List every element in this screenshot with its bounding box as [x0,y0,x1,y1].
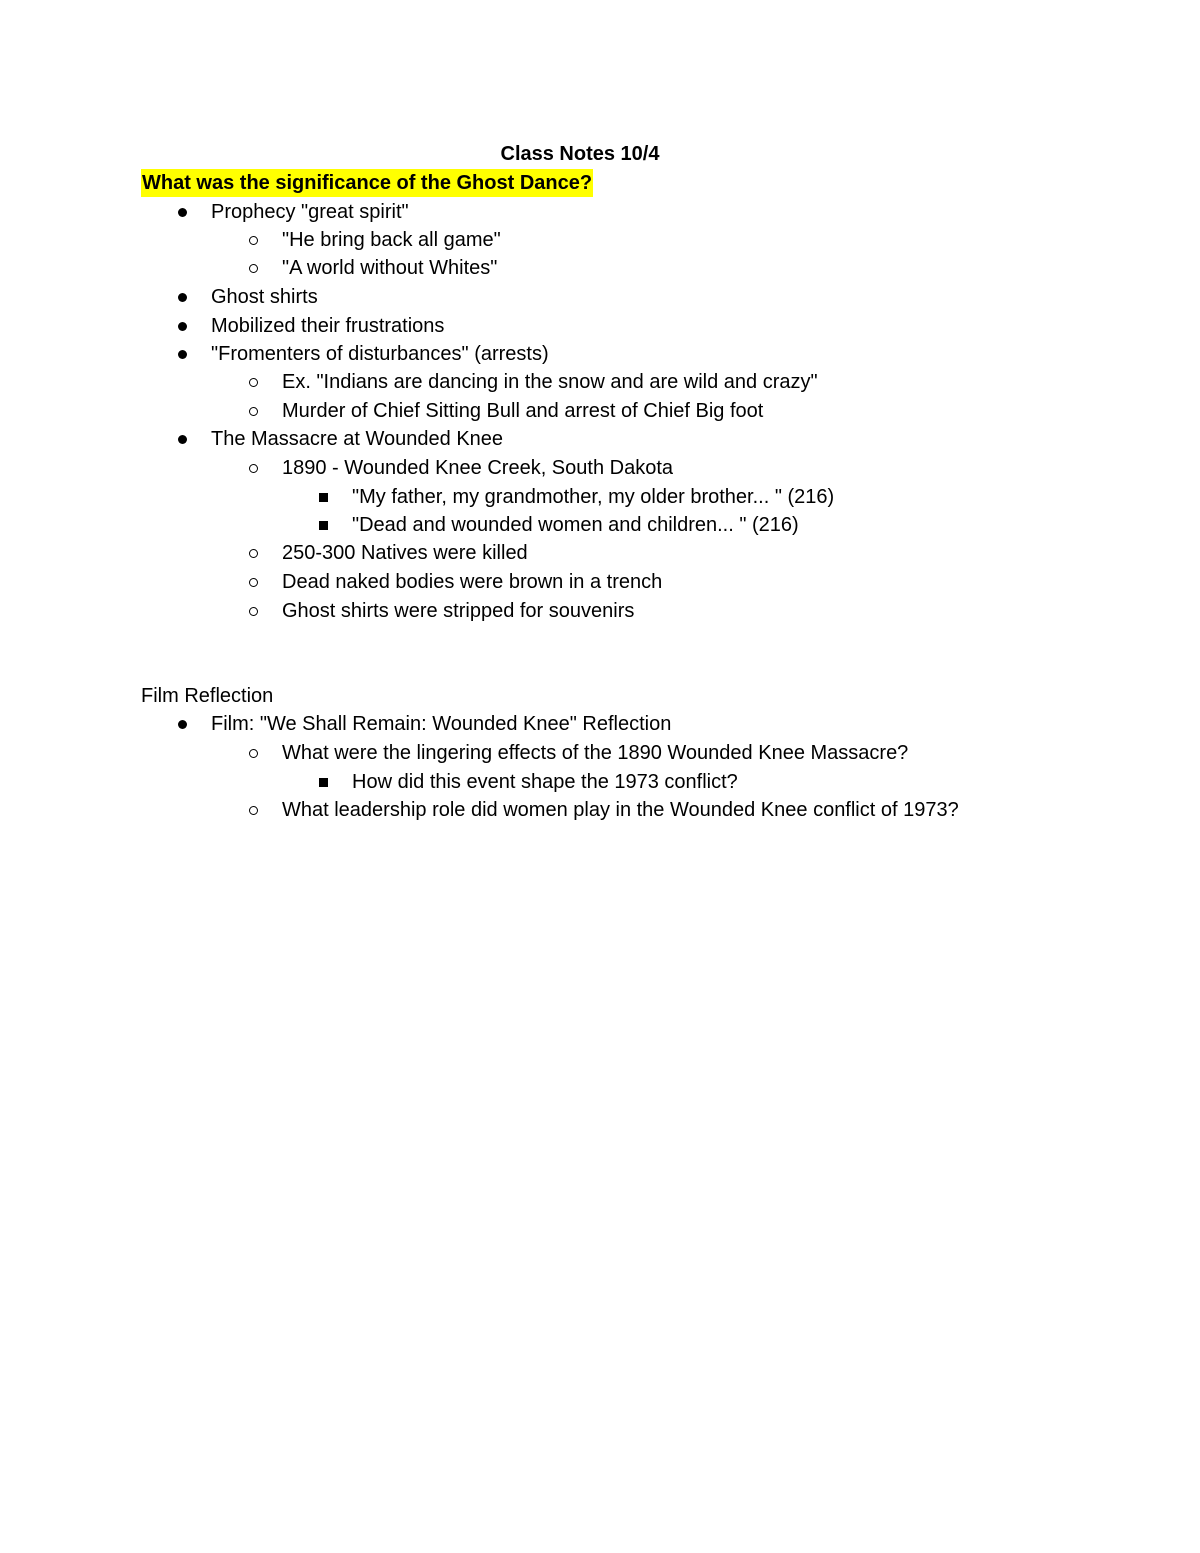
bullet-circle-icon [249,549,258,558]
list-item: Film: "We Shall Remain: Wounded Knee" Reflection [211,713,672,735]
bullet-disc-icon [178,322,187,331]
list-item: Murder of Chief Sitting Bull and arrest of Chief Big foot [282,400,764,422]
bullet-circle-icon [249,407,258,416]
list-item: "He bring back all game" [282,229,501,251]
list-item: Dead naked bodies were brown in a trench [282,571,663,593]
list-item: 1890 - Wounded Knee Creek, South Dakota [282,457,673,479]
bullet-circle-icon [249,264,258,273]
section-heading: Film Reflection [141,685,274,707]
bullet-circle-icon [249,464,258,473]
list-item: "Dead and wounded women and children... " (216) [352,514,799,536]
page-title: Class Notes 10/4 [500,143,660,165]
bullet-square-icon [319,778,328,787]
list-item: Prophecy "great spirit" [211,201,409,223]
list-item: "Fromenters of disturbances" (arrests) [211,343,549,365]
bullet-disc-icon [178,435,187,444]
bullet-disc-icon [178,208,187,217]
bullet-square-icon [319,521,328,530]
bullet-disc-icon [178,293,187,302]
list-item: "My father, my grandmother, my older brother... " (216) [352,486,835,508]
list-item: Ex. "Indians are dancing in the snow and are wild and crazy" [282,371,818,393]
list-item: Ghost shirts [211,286,318,308]
bullet-circle-icon [249,578,258,587]
list-item: Ghost shirts were stripped for souvenirs [282,600,635,622]
bullet-disc-icon [178,350,187,359]
highlighted-question: What was the significance of the Ghost Dance? [141,169,593,197]
bullet-circle-icon [249,236,258,245]
list-item: What were the lingering effects of the 1890 Wounded Knee Massacre? [282,742,909,764]
list-item: "A world without Whites" [282,257,498,279]
list-item: How did this event shape the 1973 conflict? [352,771,738,793]
bullet-circle-icon [249,378,258,387]
list-item: 250-300 Natives were killed [282,542,528,564]
bullet-square-icon [319,493,328,502]
list-item: What leadership role did women play in the Wounded Knee conflict of 1973? [282,799,959,821]
bullet-circle-icon [249,607,258,616]
list-item: The Massacre at Wounded Knee [211,428,504,450]
bullet-circle-icon [249,806,258,815]
list-item: Mobilized their frustrations [211,315,445,337]
bullet-disc-icon [178,720,187,729]
bullet-circle-icon [249,749,258,758]
